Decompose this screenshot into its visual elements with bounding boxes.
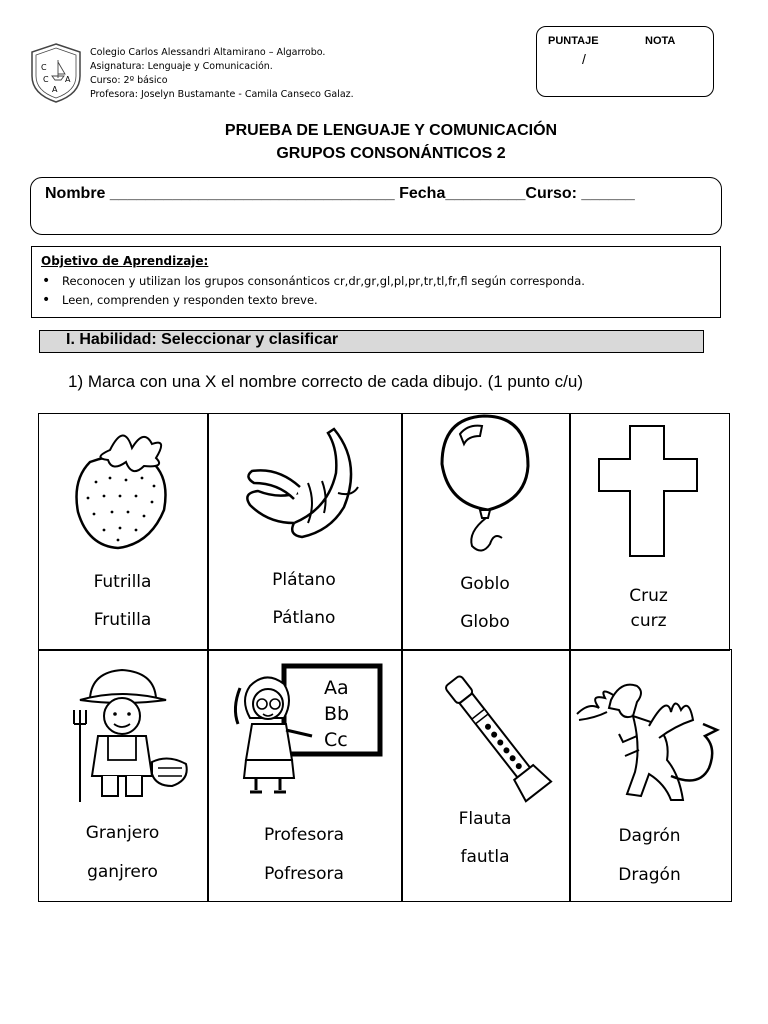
grade-label: NOTA — [645, 35, 676, 47]
school-logo — [30, 42, 82, 104]
test-subtitle: GRUPOS CONSONÁNTICOS 2 — [276, 145, 506, 162]
option-word[interactable]: Granjero — [85, 823, 160, 843]
strawberry-icon — [70, 420, 172, 552]
cross-icon — [598, 425, 698, 557]
objective-title: Objetivo de Aprendizaje: — [41, 254, 209, 268]
logo-letter: A — [52, 85, 58, 94]
option-word[interactable]: Dagrón — [618, 826, 681, 846]
objective-bullet: • Leen, comprenden y responden texto breve. — [62, 293, 318, 307]
option-word[interactable]: Pofresora — [264, 864, 344, 884]
instruction: 1) Marca con una X el nombre correcto de cada dibujo. (1 punto c/u) — [68, 372, 584, 391]
logo-letter: C — [43, 75, 49, 84]
dragon-icon — [575, 676, 723, 806]
test-title: PRUEBA DE LENGUAJE Y COMUNICACIÓN — [224, 122, 558, 139]
section-title: I. Habilidad: Seleccionar y clasificar — [66, 331, 339, 348]
option-word[interactable]: Goblo — [460, 574, 510, 594]
option-word[interactable]: Frutilla — [93, 610, 152, 630]
option-word[interactable]: Dragón — [618, 865, 681, 885]
score-label: PUNTAJE — [548, 35, 599, 47]
option-word[interactable]: Plátano — [272, 570, 336, 590]
board-letters: Bb — [324, 703, 350, 725]
option-word[interactable]: curz — [630, 611, 667, 631]
student-info-line[interactable]: Nombre ________________________________ Fecha_________Curso: ______ — [45, 185, 635, 202]
option-word[interactable]: Globo — [460, 612, 510, 632]
balloon-icon — [438, 414, 534, 558]
option-word[interactable]: Futrilla — [93, 572, 152, 592]
option-word[interactable]: ganjrero — [87, 862, 158, 882]
flute-icon — [448, 670, 544, 804]
board-letters: Cc — [324, 729, 348, 751]
teacher-icon — [228, 664, 384, 798]
course-line: Curso: 2º básico — [90, 75, 168, 86]
teachers-line: Profesora: Joselyn Bustamante - Camila Canseco Galaz. — [90, 89, 354, 100]
logo-letter: A — [65, 75, 71, 84]
option-word[interactable]: Cruz — [629, 586, 668, 606]
board-letters: Aa — [324, 677, 349, 699]
objective-bullet: • Reconocen y utilizan los grupos consonánticos cr,dr,gr,gl,pl,pr,tr,tl,fr,fl según corresponda. — [62, 274, 585, 288]
banana-icon — [238, 423, 368, 543]
option-word[interactable]: Pátlano — [272, 608, 336, 628]
subject-line: Asignatura: Lenguaje y Comunicación. — [90, 61, 273, 72]
option-word[interactable]: Profesora — [263, 825, 345, 845]
score-slash: / — [582, 51, 586, 67]
option-word[interactable]: Flauta — [458, 809, 512, 829]
logo-letter: C — [41, 63, 47, 72]
farmer-icon — [62, 664, 192, 804]
school-name: Colegio Carlos Alessandri Altamirano – Algarrobo. — [90, 47, 326, 58]
option-word[interactable]: fautla — [460, 847, 510, 867]
